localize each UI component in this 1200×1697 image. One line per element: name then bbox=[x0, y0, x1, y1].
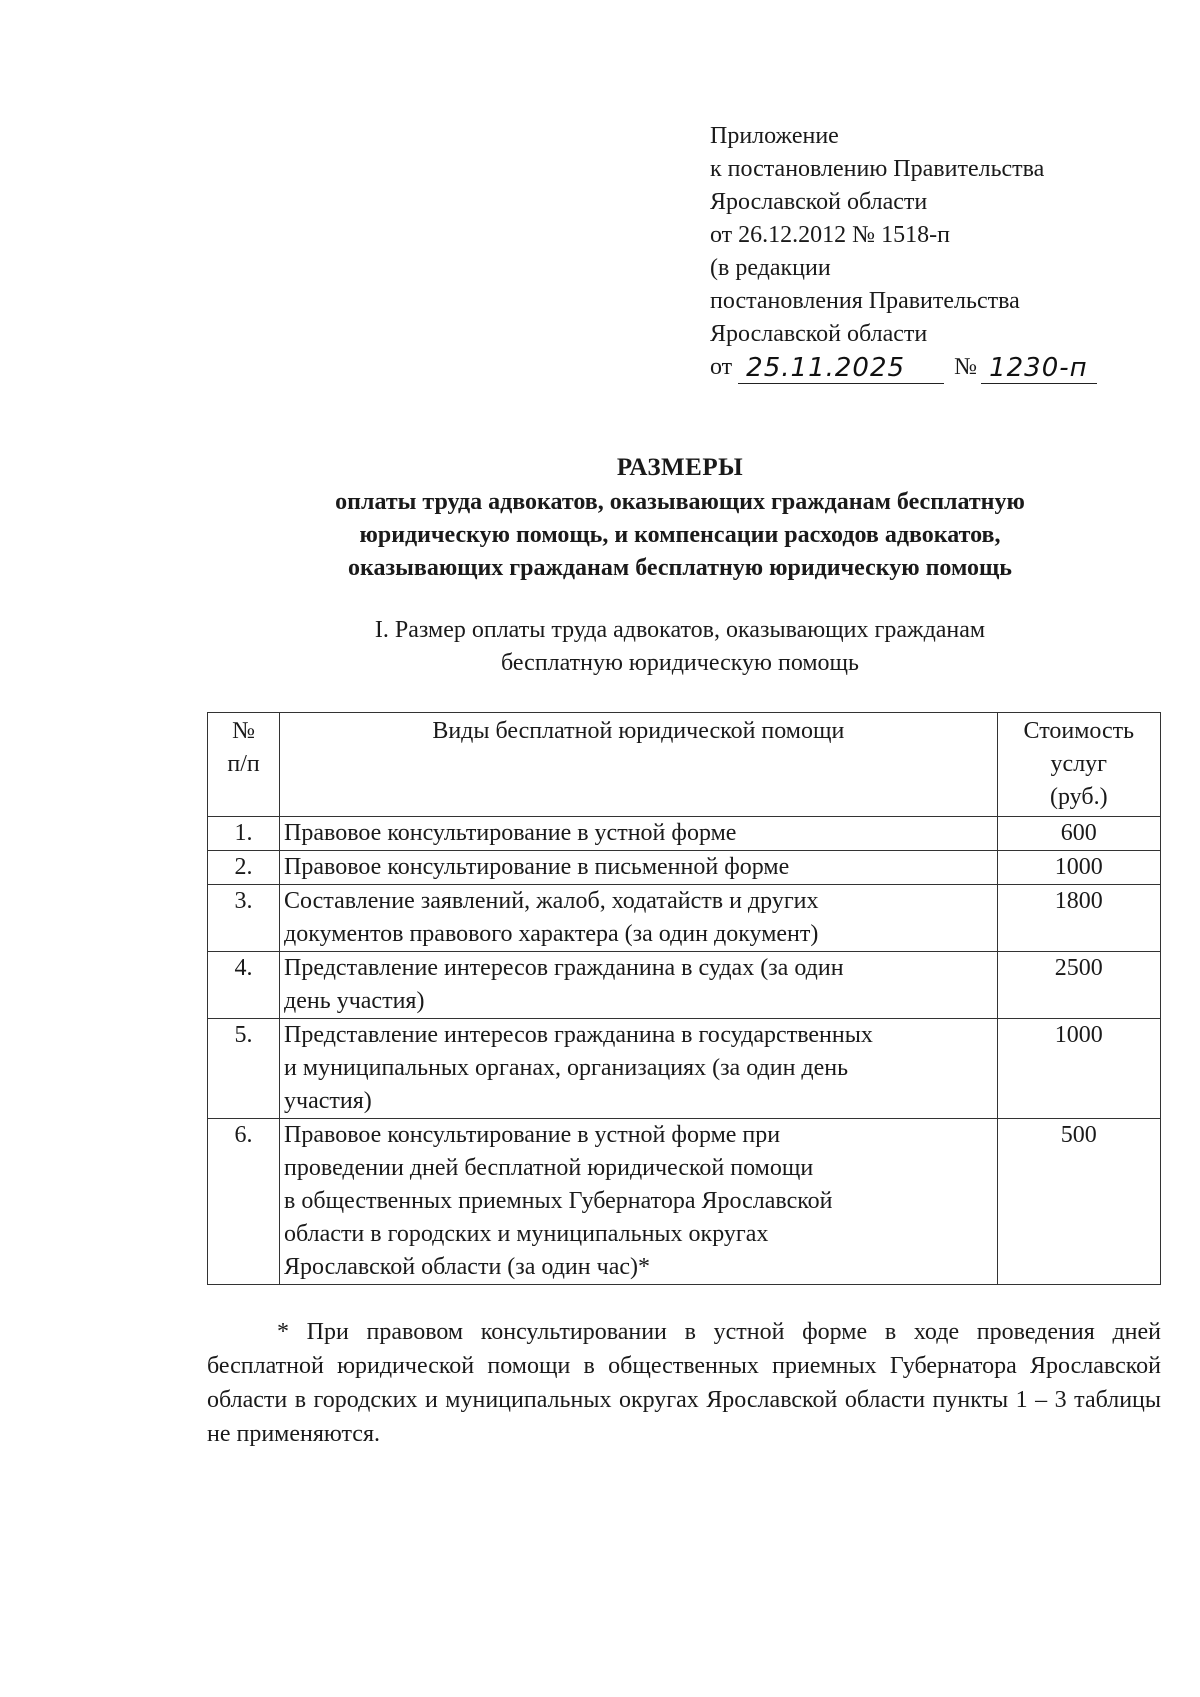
appendix-line: к постановлению Правительства bbox=[710, 156, 1045, 182]
table-header-row bbox=[208, 713, 1161, 817]
appendix-line: (в редакции bbox=[710, 255, 831, 281]
section-heading-line: I. Размер оплаты труда адвокатов, оказывающих гражданам bbox=[374, 617, 986, 643]
table-row bbox=[208, 885, 1161, 952]
appendix-line: Ярославской области bbox=[710, 321, 928, 347]
appendix-line: Приложение bbox=[710, 123, 839, 149]
row-num: 6. bbox=[208, 1119, 280, 1285]
table-row bbox=[208, 851, 1161, 885]
table-row bbox=[208, 1119, 1161, 1285]
amendment-date-line bbox=[710, 351, 1097, 384]
appendix-line: постановления Правительства bbox=[710, 288, 1020, 314]
appendix-block bbox=[710, 120, 1097, 384]
handwritten-date: 25.11.2025 bbox=[738, 353, 944, 384]
document-title bbox=[200, 450, 1160, 585]
row-num: 3. bbox=[208, 885, 280, 952]
row-name: Представление интересов гражданина в государственных и муниципальных органах, организациях (за один день участия) bbox=[280, 1019, 998, 1119]
row-price: 500 bbox=[997, 1119, 1160, 1285]
title-main: РАЗМЕРЫ bbox=[616, 454, 744, 481]
table-row bbox=[208, 817, 1161, 851]
number-label: № bbox=[954, 354, 978, 380]
header-price: Стоимость услуг (руб.) bbox=[997, 713, 1160, 817]
footnote: * При правовом консультировании в устной форме в ходе проведения дней бесплатной юридической помощи в общественных приемных Губернатора Ярославской области в городских и муниципальных округах Ярославской области пункты 1 – 3 таблицы не применяются. bbox=[207, 1319, 1161, 1447]
row-num: 2. bbox=[208, 851, 280, 885]
row-num: 1. bbox=[208, 817, 280, 851]
row-price: 1000 bbox=[997, 1019, 1160, 1119]
row-price: 2500 bbox=[997, 952, 1160, 1019]
header-num: № п/п bbox=[208, 713, 280, 817]
handwritten-number: 1230-п bbox=[981, 353, 1097, 384]
appendix-line: от 26.12.2012 № 1518-п bbox=[710, 222, 950, 248]
title-subtitle-line: оплаты труда адвокатов, оказывающих гражданам бесплатную bbox=[335, 489, 1025, 515]
fees-table bbox=[207, 712, 1161, 1285]
table-row bbox=[208, 1019, 1161, 1119]
section-heading-line: бесплатную юридическую помощь bbox=[501, 650, 859, 676]
section-heading bbox=[200, 614, 1160, 680]
title-subtitle-line: оказывающих гражданам бесплатную юридическую помощь bbox=[348, 555, 1012, 581]
title-subtitle-line: юридическую помощь, и компенсации расходов адвокатов, bbox=[359, 522, 1001, 548]
row-num: 4. bbox=[208, 952, 280, 1019]
row-name: Правовое консультирование в устной форме при проведении дней бесплатной юридической помощи в общественных приемных Губернатора Ярославской области в городских и муниципальных округах Ярославской области (за один час)* bbox=[280, 1119, 998, 1285]
row-price: 1800 bbox=[997, 885, 1160, 952]
row-name: Правовое консультирование в устной форме bbox=[280, 817, 998, 851]
row-price: 1000 bbox=[997, 851, 1160, 885]
from-label: от bbox=[710, 354, 733, 380]
header-name: Виды бесплатной юридической помощи bbox=[280, 713, 998, 817]
row-price: 600 bbox=[997, 817, 1160, 851]
appendix-line: Ярославской области bbox=[710, 189, 928, 215]
row-name: Правовое консультирование в письменной форме bbox=[280, 851, 998, 885]
table-row bbox=[208, 952, 1161, 1019]
row-name: Составление заявлений, жалоб, ходатайств и других документов правового характера (за один документ) bbox=[280, 885, 998, 952]
row-num: 5. bbox=[208, 1019, 280, 1119]
row-name: Представление интересов гражданина в судах (за один день участия) bbox=[280, 952, 998, 1019]
